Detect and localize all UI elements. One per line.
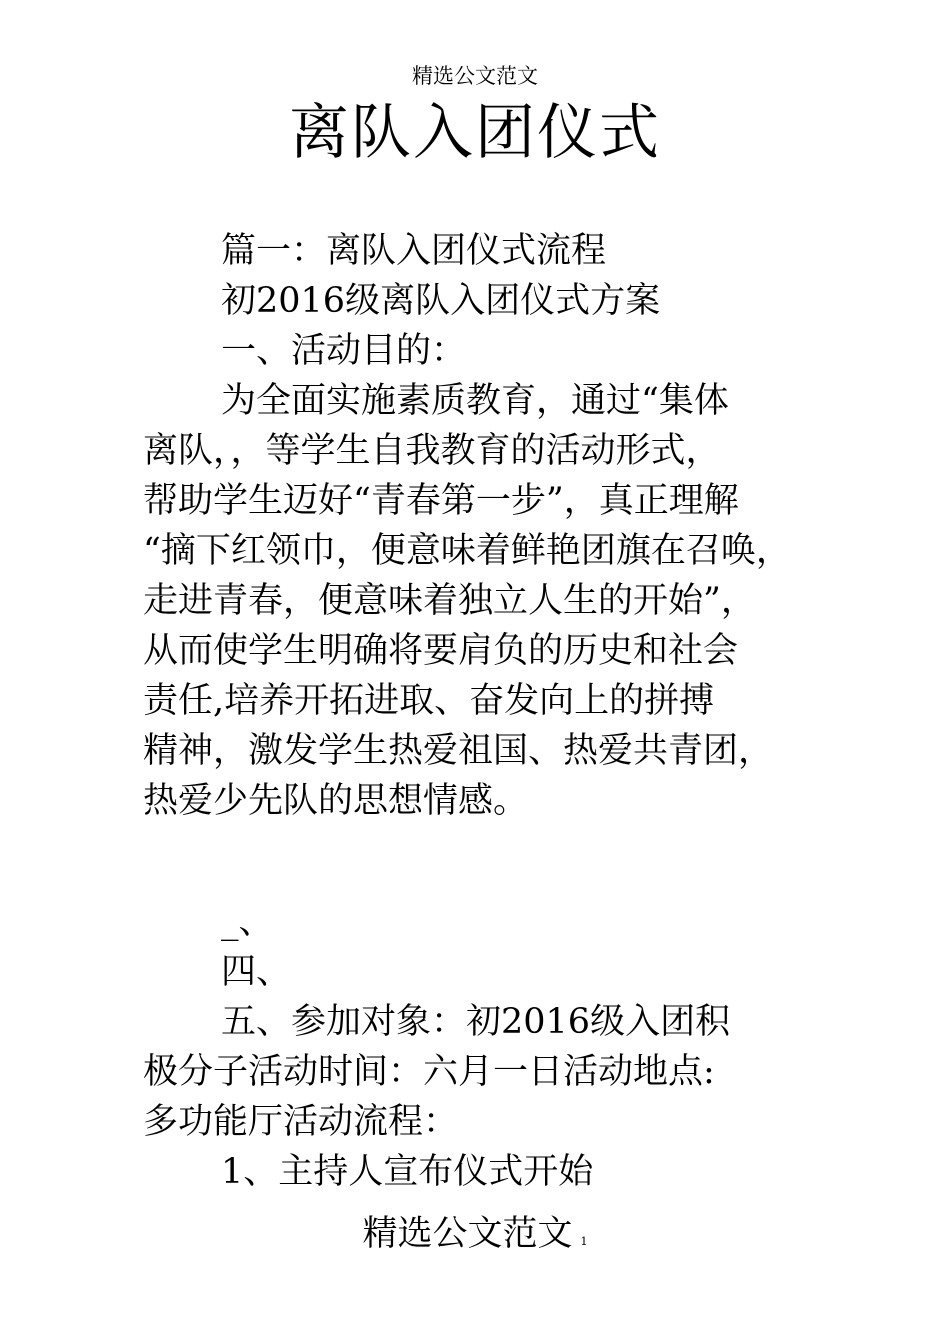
paragraph-line: 离队，，等学生自我教育的活动形式，: [143, 431, 721, 471]
paragraph-line: 多功能厅活动流程：: [143, 1102, 459, 1142]
list-item: 1、主持人宣布仪式开始: [221, 1152, 594, 1192]
paragraph-line: 极分子活动时间：六月一日活动地点:: [143, 1052, 715, 1092]
document-title: 离队入团仪式: [289, 98, 661, 168]
paragraph-line: 帮助学生迈好“青春第一步”，真正理解: [143, 481, 739, 521]
page-number: 1: [580, 1235, 588, 1248]
paragraph-line: 热爱少先队的思想情感。: [143, 781, 529, 821]
blank-line: [143, 826, 843, 897]
paragraph-line: 五、参加对象：初2016级入团积: [221, 1002, 731, 1042]
section-heading: 一、活动目的：: [221, 331, 467, 371]
section-heading: 四、: [221, 952, 292, 992]
paragraph-line: 为全面实施素质教育，通过“集体: [221, 381, 729, 421]
paragraph-line: 精神，激发学生热爱祖国、热爱共青团，: [143, 731, 774, 771]
footer-text: 精选公文范文: [362, 1214, 573, 1254]
document-body: [143, 226, 843, 1197]
plan-title: 初2016级离队入团仪式方案: [221, 281, 661, 321]
page-footer: [0, 1212, 950, 1264]
paragraph-line: “摘下红领巾，便意味着鲜艳团旗在召唤，: [143, 531, 791, 571]
section-heading: _、: [221, 902, 274, 942]
section-heading: 篇一：离队入团仪式流程: [221, 231, 607, 271]
paragraph-line: 从而使学生明确将要肩负的历史和社会: [143, 631, 739, 671]
paragraph-line: 责任,培养开拓进取、奋发向上的拼搏: [143, 681, 715, 721]
page-header: 精选公文范文: [412, 64, 538, 88]
paragraph-line: 走进青春，便意味着独立人生的开始”，: [143, 581, 756, 621]
